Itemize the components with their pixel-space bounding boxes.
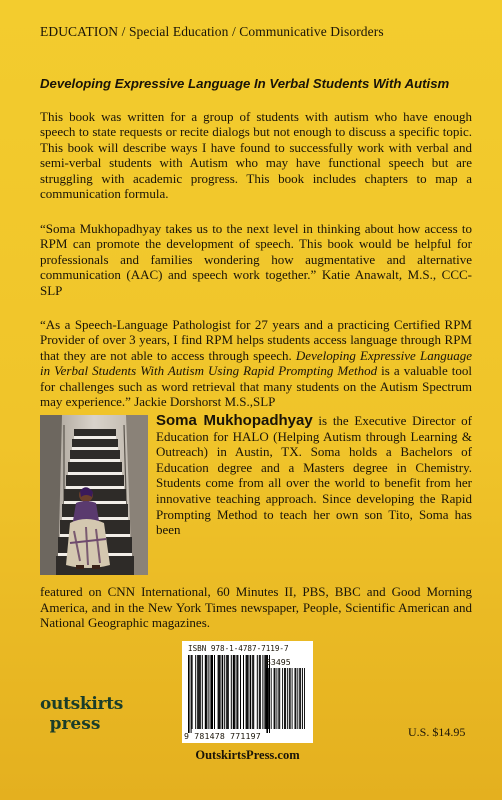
barcode-bar [188,655,190,733]
testimonial-dorshorst [40,317,472,409]
barcode-bar [243,655,244,729]
barcode-bar [236,655,237,729]
barcode-addon-bar [300,668,301,729]
isbn-text: ISBN 978-1-4787-7119-7 [188,644,289,653]
barcode-addon-bar [282,668,283,729]
book-headline: Developing Expressive Language In Verbal Students With Autism [40,76,450,91]
testimonial-book-title: Developing Expressive Language in Verbal Students With Autism Using Rapid Prompting Method [40,347,472,379]
publisher-name-line1: outskirts [40,694,124,714]
barcode-addon-bar [276,668,277,729]
barcode-bar [259,655,260,729]
barcode-bar [234,655,235,729]
barcode-bar [247,655,248,729]
barcode-bar [246,655,247,729]
publisher-website: OutskirtsPress.com [195,748,300,762]
barcode-bar [226,655,227,729]
barcode-digits: 9 781478 771197 [184,731,261,741]
barcode-addon-bar [269,668,270,729]
barcode-bar [218,655,219,729]
testimonial-anawalt: “Soma Mukhopadhyay takes us to the next level in thinking about how access to RPM can promote the development of speech. This book would be helpful for professionals and families wondering how augmentative and alternative communication (AAC) and speech work together.” Katie Anawalt, M.S., CCC-SLP [40,221,472,298]
barcode-bar [195,655,196,729]
category-line: EDUCATION / Special Education / Communicative Disorders [40,24,384,39]
barcode-bar [202,655,203,729]
author-bio [156,413,472,538]
barcode-addon-bar [287,668,288,729]
barcode-addon-bar [278,668,279,729]
barcode-bar [198,655,199,729]
barcode-addon-bar [266,668,267,729]
barcode-bar [257,655,258,729]
price-label: U.S. $14.95 [408,725,466,739]
barcode-bar [219,655,220,729]
author-name: Soma Mukhopadhyay [156,412,313,429]
barcode-addon-bar [304,668,305,729]
barcode-bar [233,655,235,729]
barcode-addon-bar [292,668,293,729]
barcode-bar [192,655,193,729]
barcode-bar [212,655,213,729]
barcode-addon-bar [274,668,275,729]
barcode-addon-bar [299,668,300,729]
barcode-addon-digits: 53495 [266,657,291,667]
outskirts-press-logo [40,692,124,744]
barcode-addon-bar [295,668,296,729]
barcode-bar [214,655,215,729]
barcode-addon-bar [297,668,298,729]
barcode-bar [240,655,241,729]
publisher-name-line2: press [49,714,101,734]
barcode-addon-bar [302,668,303,729]
barcode-bar [231,655,232,729]
barcode-bars [182,641,313,743]
barcode-bar [224,655,225,729]
testimonial-dorshorst-part2: is a valuable tool for challenges such as word retrieval that many students on the Autism Spectrum may experience.” Jackie Dorshorst M.S.,SLP [40,363,472,410]
barcode-addon-bar [271,668,272,729]
barcode-addon-bar [295,668,296,729]
barcode [182,641,313,743]
barcode-bar [206,655,207,729]
barcode-bar [227,655,229,729]
barcode-bar [250,655,252,729]
barcode-bar [199,655,201,729]
barcode-bar [208,655,209,729]
barcode-bar [220,655,221,729]
barcode-bar [210,655,212,729]
author-photo [40,415,148,575]
author-bio-continued: featured on CNN International, 60 Minutes II, PBS, BBC and Good Morning America, and in the New York Times newspaper, People, Scientific American and National Geographic magazines. [40,584,472,631]
barcode-bar [252,655,253,729]
barcode-bar [260,655,261,729]
barcode-addon-bar [289,668,290,729]
barcode-addon-bar [279,668,280,729]
intro-paragraph: This book was written for a group of students with autism who have enough speech to state requests or recite dialogs but not enough to discuss a specific topic. This book will describe ways I have found to successfully work with verbal and semi-verbal students with Autism who may have functional speech but are struggling with academic progress. This book includes chapters to map a communication formula. [40,109,472,202]
testimonial-dorshorst-part1: “As a Speech-Language Pathologist for 27 years and a practicing Certified RPM Provider of over 3 years, I find RPM helps students access language through RPM that they are not able to access through speech. [40,317,472,363]
barcode-bar [197,655,198,729]
barcode-bar [222,655,224,729]
barcode-addon-bar [290,668,291,729]
barcode-addon-bar [285,668,286,729]
author-bio-text: is the Executive Director of Education for HALO (Helping Autism through Learning & Outreach) in Austin, TX. Soma holds a Bachelors of Education degree and a Masters degree in Chemistry. Students come from all over the world to benefit from her innovative teaching approach. Since developing the Rapid Prompting Method to teach her own son Tito, Soma has been [156,413,472,538]
barcode-bar [262,655,263,729]
barcode-addon-bar [284,668,285,729]
barcode-bar [237,655,238,729]
barcode-addon-bar [275,668,276,729]
barcode-addon-bar [268,668,269,729]
barcode-bar [191,655,192,733]
barcode-bar [253,655,254,729]
barcode-bar [248,655,249,729]
barcode-bar [205,655,207,729]
